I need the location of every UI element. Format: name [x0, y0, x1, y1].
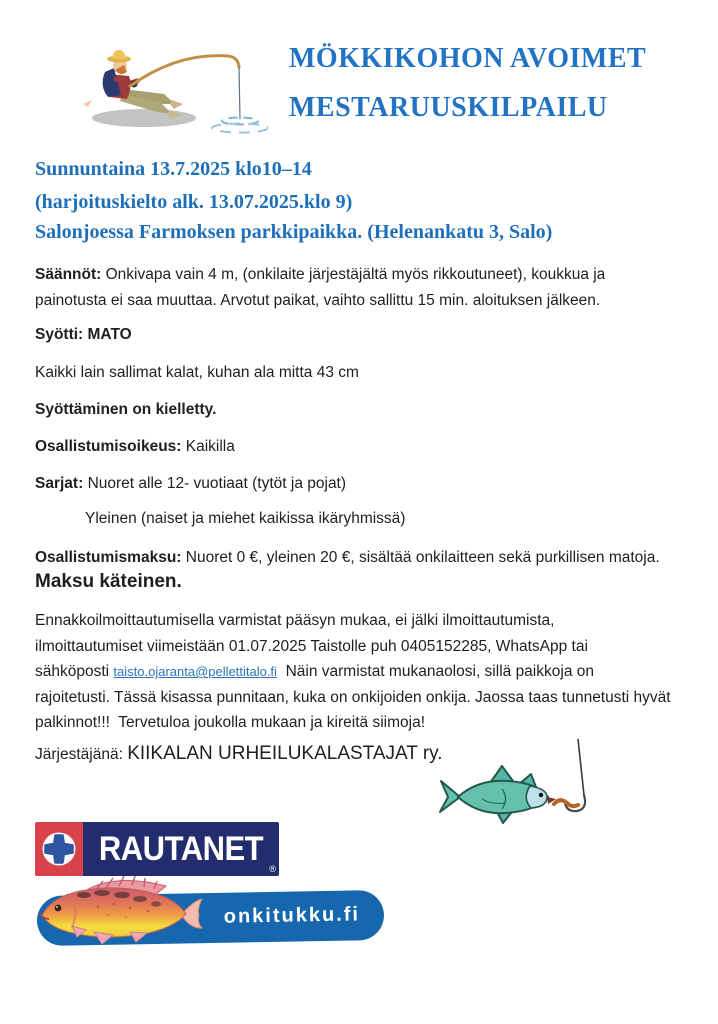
allowed-fish-line: Kaikki lain sallimat kalat, kuhan ala mitta 43 cm: [35, 364, 359, 381]
fee-label: Osallistumismaksu:: [35, 549, 182, 566]
registration-paragraph: [35, 608, 671, 736]
registered-trademark-icon: ®: [269, 864, 276, 874]
series-youth: Nuoret alle 12- vuotiaat (tytöt ja pojat): [87, 475, 347, 492]
organizer-label: Järjestäjänä:: [35, 746, 123, 763]
fishing-rod: [130, 56, 239, 86]
hook-line: [578, 739, 584, 795]
rules-label: Säännöt:: [35, 266, 102, 283]
event-location-line: Salonjoessa Farmoksen parkkipaikka. (Helenankatu 3, Salo): [35, 221, 553, 243]
organizer-line: [35, 741, 443, 768]
event-datetime: [35, 153, 352, 219]
bait-line: Syötti: MATO: [35, 326, 132, 343]
title-line-2: MESTARUUSKILPAILU: [289, 92, 608, 123]
registration-line1: Ennakkoilmoittautumisella varmistat pääsyn mukaa, ei jälki ilmoittautumista,: [35, 612, 555, 629]
fee-line: [35, 545, 660, 571]
fish-and-hook-illustration: [438, 737, 603, 829]
rules-paragraph: [35, 262, 605, 314]
registration-line5: palkinnot!!! Tervetuloa joukolla mukaan ja kireitä siimoja!: [35, 714, 425, 731]
fish-eye: [539, 793, 543, 797]
registration-line3-post: Näin varmistat mukanaolosi, sillä paikkoja on: [285, 663, 594, 680]
fishing-line: [239, 67, 240, 119]
event-date-line: Sunnuntaina 13.7.2025 klo10–14: [35, 158, 312, 180]
eligibility-value: Kaikilla: [185, 438, 235, 455]
series-line: [35, 471, 346, 497]
page-title: [289, 34, 709, 132]
organizer-email-link[interactable]: taisto.ojaranta@pellettitalo.fi: [113, 664, 277, 679]
rules-text-line1: Onkivapa vain 4 m, (onkilaite järjestäjältä myös rikkoutuneet), koukkua ja: [105, 266, 606, 283]
title-line-1: MÖKKIKOHON AVOIMET: [289, 43, 647, 74]
event-practice-ban-line: (harjoituskielto alk. 13.07.2025.klo 9): [35, 191, 353, 213]
fisherman-illustration: [78, 44, 268, 139]
eligibility-label: Osallistumisoikeus:: [35, 438, 182, 455]
carp-fish-illustration: [36, 874, 204, 948]
rautanet-logo: [35, 822, 279, 876]
feeding-ban-line: Syöttäminen on kielletty.: [35, 401, 217, 418]
fisherman-shadow: [92, 109, 196, 127]
carp-eye: [55, 905, 62, 912]
eligibility-line: [35, 434, 235, 460]
rautanet-navy-block: [83, 822, 279, 876]
series-general-line: Yleinen (naiset ja miehet kaikissa ikäryhmissä): [85, 510, 406, 527]
registration-line2: ilmoittautumiset viimeistään 01.07.2025 Taistolle puh 0405152285, WhatsApp tai: [35, 637, 588, 655]
organizer-name: KIIKALAN URHEILUKALASTAJAT ry.: [127, 743, 443, 764]
rules-text-line2: painotusta ei saa muuttaa. Arvotut paikat, vaihto sallittu 15 min. aloituksen jälkeen.: [35, 292, 601, 309]
fee-value: Nuoret 0 €, yleinen 20 €, sisältää onkilaitteen sekä purkillisen matoja.: [185, 549, 660, 566]
onkitukku-wordmark: onkitukku.fi: [223, 903, 361, 928]
rautanet-red-block: [35, 822, 83, 876]
registration-line3: [35, 659, 671, 685]
rautanet-wordmark: RAUTANET: [98, 829, 264, 868]
carp-body: [42, 888, 186, 937]
registration-line3-pre: sähköposti: [35, 663, 110, 680]
registration-line4: rajoitetusti. Tässä kisassa punnitaan, kuka on onkijoiden onkija. Jaossa taas tunnetusti hyvät: [35, 688, 671, 706]
fish-tail: [440, 781, 460, 812]
screw-head-icon: [40, 830, 78, 868]
payment-line: Maksu käteinen.: [35, 571, 182, 592]
series-label: Sarjat:: [35, 475, 84, 492]
